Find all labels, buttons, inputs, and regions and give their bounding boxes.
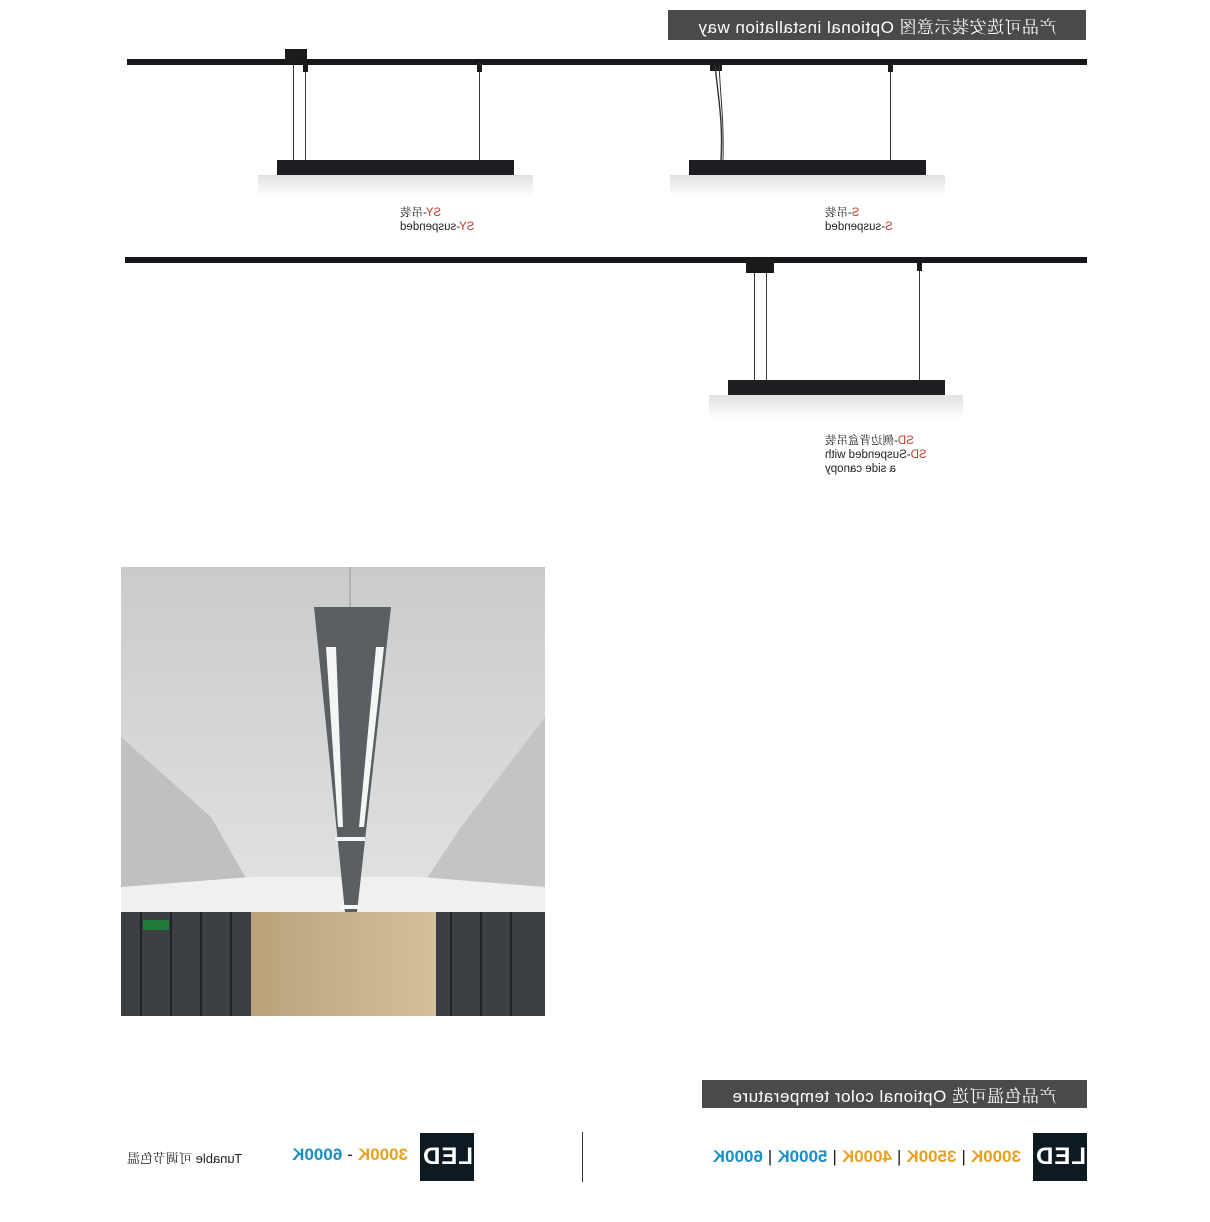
ceiling-rail-top [127,59,1087,65]
suspension-wire [293,63,294,161]
color-temperature-header [702,1080,1087,1108]
wire-clip [917,263,922,271]
ceiling-rail-bottom [125,257,1087,263]
light-glow [670,175,945,197]
suspension-wire [890,63,891,161]
cct-option: 4000K [841,1147,892,1166]
wire-clip [888,64,893,72]
power-cord [705,63,730,163]
side-canopy-box [746,260,774,273]
label-s: S-吊装 S-suspended [825,207,893,233]
label-sy: SY-吊装 SY-suspended [400,207,475,233]
suspension-wire [766,273,767,381]
linear-fixture [277,160,514,175]
led-badge-tunable: LED [420,1133,474,1181]
linear-fixture [728,380,945,395]
suspension-wire [754,273,755,381]
linear-fixture [689,160,926,175]
cct-option: 3500K [906,1147,957,1166]
color-temperature-title: 产品色温可选 Optional color temperature [732,1086,1057,1106]
cct-option: 3000K [970,1147,1021,1166]
installation-title: 产品可选安装示意图 Optional installation way [697,17,1057,37]
wire-clip [303,64,308,72]
cct-option: 6000K [712,1147,763,1166]
suspension-wire [919,263,920,381]
wire-clip [477,64,482,72]
canopy-box [285,49,307,63]
suspension-wire [479,63,480,161]
tunable-cct-range: 3000K - 6000K [292,1145,408,1164]
tunable-label: Tunable 可调节色温 [127,1151,243,1166]
label-sd: SD-侧边背盒吊装 SD-Suspended with a side canopy [825,435,927,475]
suspension-wire [305,63,306,161]
section-divider [582,1132,583,1182]
fixed-cct-list: 3000K | 3500K | 4000K | 5000K | 6000K [712,1147,1021,1166]
led-badge: LED [1033,1133,1087,1181]
installation-header [668,10,1086,40]
cct-option: 5000K [777,1147,828,1166]
light-glow [709,395,963,419]
product-photo [121,567,545,1016]
light-glow [258,175,533,197]
